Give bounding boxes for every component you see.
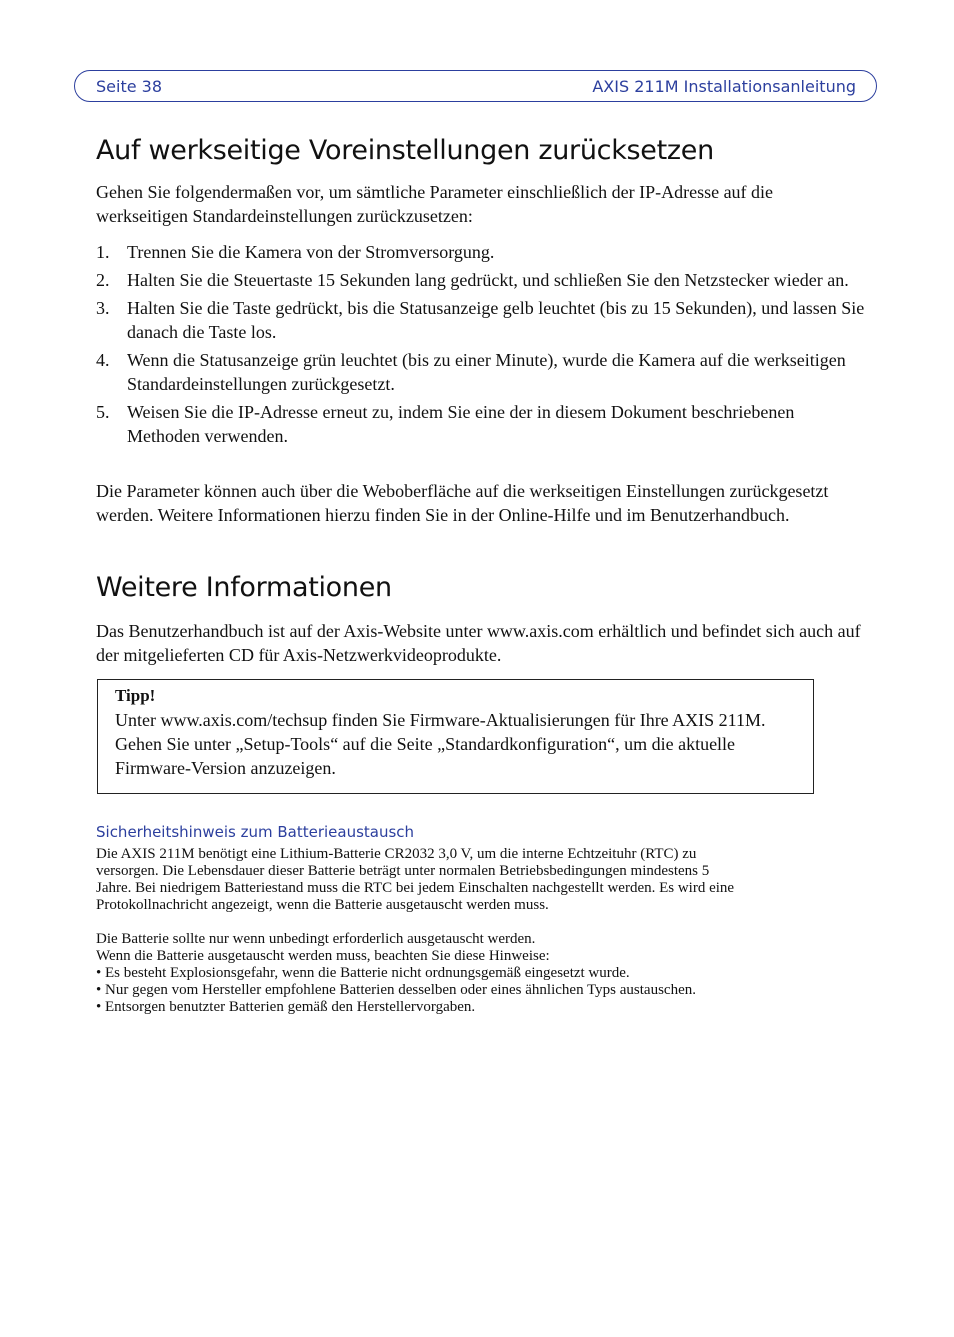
step-text: Weisen Sie die IP-Adresse erneut zu, indem Sie eine der in diesem Dokument beschriebenen Methoden verwenden. (127, 402, 795, 446)
step-number: 4. (96, 350, 110, 370)
step-number: 1. (96, 242, 110, 262)
tip-box (97, 679, 814, 794)
reset-heading: Auf werkseitige Voreinstellungen zurücksetzen (96, 135, 714, 166)
page-number: Seite 38 (96, 77, 163, 96)
reset-steps-list (96, 240, 866, 452)
bullet-line: • Entsorgen benutzter Batterien gemäß den Herstellervorgaben. (96, 999, 476, 1015)
step-text: Trennen Sie die Kamera von der Stromversorgung. (127, 242, 495, 262)
text-line: Die AXIS 211M benötigt eine Lithium-Batterie CR2032 3,0 V, um die interne Echtzeituhr (RTC) zu (96, 846, 697, 862)
battery-heading: Sicherheitshinweis zum Batterieaustausch (96, 823, 415, 841)
bullet-line: • Es besteht Explosionsgefahr, wenn die Batterie nicht ordnungsgemäß eingesetzt wurde. (96, 965, 630, 981)
text-line: Jahre. Bei niedrigem Batteriestand muss die RTC bei jedem Einschalten nachgestellt werden. Es wird eine (96, 880, 735, 896)
tip-text: Unter www.axis.com/techsup finden Sie Firmware-Aktualisierungen für Ihre AXIS 211M. Gehen Sie unter „Setup-Tools“ auf die Seite „Standardkonfiguration“, um die aktuelle Firmware-Version anzuzeigen. (115, 710, 766, 778)
step-text: Wenn die Statusanzeige grün leuchtet (bis zu einer Minute), wurde die Kamera auf die werkseitigen Standardeinstellungen zurückgesetzt. (127, 350, 846, 394)
battery-paragraph-2 (96, 931, 856, 1016)
list-item (96, 296, 866, 344)
list-item (96, 240, 866, 264)
reset-outro: Die Parameter können auch über die Weboberfläche auf die werkseitigen Einstellungen zurückgesetzt werden. Weitere Informationen hierzu finden Sie in der Online-Hilfe und im Benutzerhandbuch. (96, 481, 829, 525)
text-line: Wenn die Batterie ausgetauscht werden muss, beachten Sie diese Hinweise: (96, 948, 550, 964)
reset-intro: Gehen Sie folgendermaßen vor, um sämtliche Parameter einschließlich der IP-Adresse auf die werkseitigen Standardeinstellungen zurückzusetzen: (96, 182, 774, 226)
text-line: Die Batterie sollte nur wenn unbedingt erforderlich ausgetauscht werden. (96, 931, 536, 947)
step-text: Halten Sie die Taste gedrückt, bis die Statusanzeige gelb leuchtet (bis zu 15 Sekunden), und lassen Sie danach die Taste los. (127, 298, 865, 342)
bullet-line: • Nur gegen vom Hersteller empfohlene Batterien desselben oder eines ähnlichen Typs austauschen. (96, 982, 696, 998)
list-item (96, 268, 866, 292)
text-line: Protokollnachricht angezeigt, wenn die Batterie ausgetauscht werden muss. (96, 897, 549, 913)
list-item (96, 400, 866, 448)
info-text: Das Benutzerhandbuch ist auf der Axis-Website unter www.axis.com erhältlich und befindet sich auch auf der mitgelieferten CD für Axis-Netzwerkvideoprodukte. (96, 621, 861, 665)
tip-title: Tipp! (115, 686, 156, 705)
step-text: Halten Sie die Steuertaste 15 Sekunden lang gedrückt, und schließen Sie den Netzstecker wieder an. (127, 270, 849, 290)
text-line: versorgen. Die Lebensdauer dieser Batterie beträgt unter normalen Betriebsbedingungen mindestens 5 (96, 863, 710, 879)
info-heading: Weitere Informationen (96, 572, 392, 603)
list-item (96, 348, 866, 396)
page-header (74, 70, 877, 102)
step-number: 2. (96, 270, 110, 290)
step-number: 5. (96, 402, 110, 422)
document-title: AXIS 211M Installationsanleitung (592, 77, 856, 96)
battery-paragraph-1 (96, 846, 856, 914)
step-number: 3. (96, 298, 110, 318)
